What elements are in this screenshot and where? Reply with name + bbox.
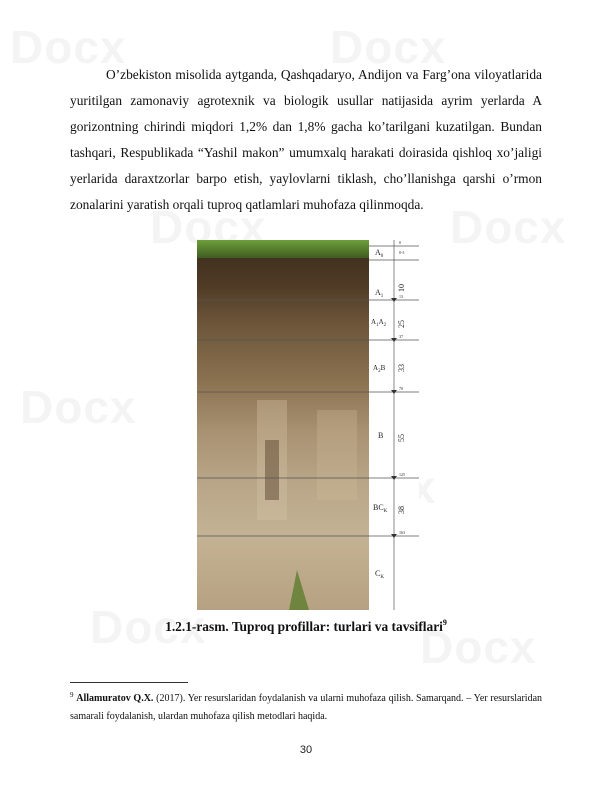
figure-caption xyxy=(0,618,612,635)
soil-profile-image xyxy=(197,240,419,610)
thickness-label: 10 xyxy=(397,284,406,292)
footnote-author: Allamuratov Q.X. xyxy=(76,693,154,704)
soil-profile-figure xyxy=(197,240,419,610)
footnote-number: 9 xyxy=(70,691,74,699)
depth-mark: 0 xyxy=(399,240,401,245)
depth-mark: 70 xyxy=(399,386,403,391)
body-paragraph: O’zbekiston misolida aytganda, Qashqadaryo, Andijon va Farg’ona viloyatlarida yuritilgan zamonaviy agrotexnik va biologik usullar natijasida ayrim yerlarda A gorizontning chirindi miqdori 1,2% dan 1,8% gacha ko’tarilgani kuzatilgan. Bundan tashqari, Respublikada “Yashil makon” umumxalq harakati doirasida qishloq xo’jaligi yerlarida daraxtzorlar barpo etish, yaylovlarni tiklash, cho’llanishga qarshi o’rmon zonalarini yaratish orqali tuproq qatlamlari muhofaza qilinmoqda. xyxy=(70,67,542,212)
thickness-label: 25 xyxy=(397,320,406,328)
depth-mark: 13 xyxy=(399,294,403,299)
footnote xyxy=(70,686,542,726)
caption-footnote-ref[interactable]: 9 xyxy=(442,618,447,627)
horizon-label: $A_0$ xyxy=(375,248,384,259)
horizon-label: $A_1A_2$ xyxy=(371,318,387,328)
footnote-divider xyxy=(70,682,188,683)
horizon-label: $BC_K$ xyxy=(373,503,388,514)
horizon-label: B xyxy=(378,431,384,440)
caption-text: 1.2.1-rasm. Tuproq profillar: turlari va tavsiflari xyxy=(165,619,443,634)
horizon-label: $A_1$ xyxy=(375,288,384,299)
thickness-label: 55 xyxy=(397,434,406,442)
depth-mark: 37 xyxy=(399,334,403,339)
depth-mark: 163 xyxy=(399,530,405,535)
thickness-label: 33 xyxy=(397,364,406,372)
thickness-label: 38 xyxy=(397,506,406,514)
depth-mark: 125 xyxy=(399,472,405,477)
page-number: 30 xyxy=(299,744,313,756)
footnote-text: (2017). Yer resurslaridan foydalanish va ularni muhofaza qilish. Samarqand. – Yer resurslaridan samarali foydalanish, ulardan muhofaza qilish metodlari haqida. xyxy=(70,693,543,722)
horizon-label: $A_2B$ xyxy=(373,364,386,374)
watermark xyxy=(20,380,136,434)
horizon-label: $C_K$ xyxy=(375,569,384,580)
depth-mark: 0-3 xyxy=(399,250,405,255)
